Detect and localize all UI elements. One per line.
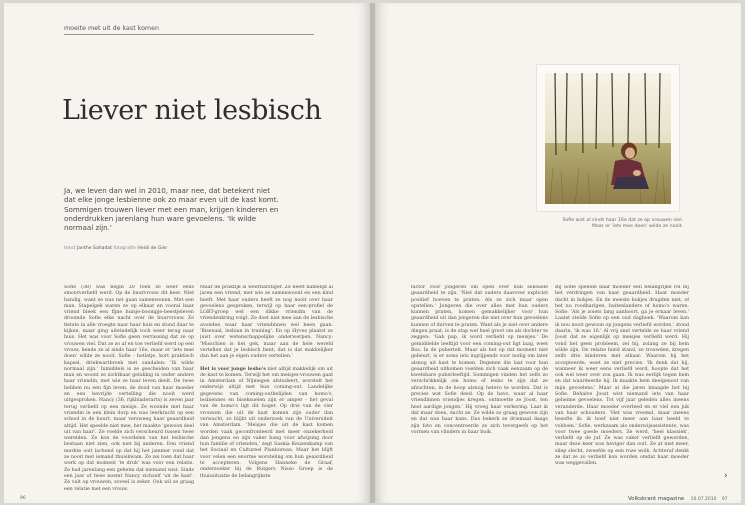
column-3-text: factor voor jongeren om open over hun seksuele geaardheid te zijn. 'Niet dat ouders daarover expliciet positief hoeven te praten. Als ze zich maar open opstellen.' Jongeren die over alles met hun ouders kunnen praten, komen gemakkelijker voor hun geaardheid uit dan jongeren die niet over hun gevoelens kunnen of durven te praten. Want als je niet over andere dingen praat, is de stap wel heel groot om als dochter te zeggen: 'Gab pap, ik word verliefd op meisjes.' De gemiddelde leeftijd voor een coming-out ligt laag, weet Bos. In de puberteit. Maar als het op dat moment niet gebeurt, is er soms iets ingrijpends voor nodig om later alsnog uit kast te komen. Degenen die laat voor hun geaardheid uitkomen voelden zich vaak eenzaam op de kwetsbare puberleeftijd. Sommigen vinden het zelfs zo verschrikkelijk om homo of lesbo te zijn dat ze afzuchten, in de hoop alsnog hetero te worden. Dat is precies wat Sofie deed. Op de havo, waar al haar vriendinnen vriendjes kregen, ontmoette ze Joost, ten heel aardige jongen.' Hij vroeg haar verkering. Laat ik dat maar doen, dacht ze. Ze wilde zo graag gewoon zijn en dat was haar kans. Dus bekerk ze driemaal daags zijn foto en concentreerde ze zich tevergeefs op het vormen van vlinders in haar buik. (411, 285, 548, 435)
section-kicker: moeite met uit de kast komen (64, 25, 159, 32)
body-column-2 (200, 285, 333, 492)
issue-date: 10.07.2010 (690, 497, 717, 502)
credit-photographer: Heidi de Gier (137, 246, 168, 251)
article-credits (64, 246, 167, 251)
column-2-subhead: Het is voor jonge lesbo's (200, 366, 266, 372)
magazine-name: Volkskrant magazine (628, 496, 685, 502)
right-page (375, 3, 741, 503)
credit-author: Janthe Sahadat (76, 246, 113, 251)
photo-frame (537, 65, 679, 211)
column-2-paragraph-2-text: niet altijd makkelijk om uit de kast te komen. Terwijl het om meisjes-vrouwen gaat in Amsterdam of Nijmegen afstudeert, worstelt het onderwijs altijd met hun coming-out. Landelijke gegevens van coming-outbelijden van homo's, lesbiennes en biseksuelen zijn er amper ‑ het geval van de homo's ligt dit hoger. Op drie van de vier vrouwen die uit de kast komen zijn ouder dan verwacht, zo blijkt uit onderzoek van de Universiteit van Amsterdam. 'Meisjes die uit de kast komen worden vaak geconfronteerd met meer onzekerheid dan jongens en zijn vaker bang voor afwijzing door hun familie of vrienden,' zegt Saskia Keuzenkamp van het Sociaal en Cultureel Planbureau. Maar het blijft voor velen een enorme worsteling om hun geaardheid te accepteren. Volgens Hanneke de Graaf, onderzoeker bij de Rutgers Nisso Groep is de thuissituatie de belangrijkste (200, 366, 333, 479)
left-page-number: 96 (20, 496, 26, 501)
credit-photo-label: fotografie (113, 246, 136, 251)
body-column-3 (411, 285, 548, 492)
column-2-paragraph-2 (200, 367, 333, 480)
woman-in-field-photo (545, 73, 671, 204)
next-page-arrow: › (724, 471, 728, 481)
left-page (4, 3, 370, 503)
footer-magazine (628, 496, 728, 502)
article-title: Liever niet lesbisch (62, 95, 322, 126)
kicker-rule (64, 34, 314, 35)
column-1-text: Sofie (38) was begin 20 toen ze weer eens smoorverliefd werd. Op de buurvrouw dit keer. Niet handig, want ze was net gaan samenwonen. Met een man. Stapelgek waren ze op elkaar en vooral haar vriend bleek een fijne huisje-boompje-beestjeleven droomde Sofie elke nacht over de buurvrouw. Ze fietste in alle vroegte naar haar huis en stond daar te kijken, maar ging uiteindelijk toch weer terug naar huis. Het was voor Sofie geen verrassing dat ze op vrouwen viel. Dat ze zo af en toe verliefd werd op een vrouw, kende ze al sinds haar 16e, maar er 'iets mee doen' wilde ze nooit. Sofie ‑ hetletje, kort praktisch kapsel, driekwartbroek met sandalen: 'Ik wilde normaal zijn.' Inmiddels is ze gescheiden van haar man en woont ze zichtbaar gelukkig in onder andere haar vriendin, met wie ze haar leven deelt. De twee hebben nu een fijn leven, de dood van haar moeder en een bevrijde vertelling die nooit werd uitgesproken. Nancy (36, rijkbladerarts) is zeven jaar terug verliefd op een meisje. Ze woonde met haar vriendin in een klein dorp en was leerkracht op een school in de buurt, maar verzweeg haar geaardheid altijd. Het speelde niet mee, het maakte 'gewoon deel uit van haar'. Ze voelde zich verscheurd tussen twee werelden. Ze kon de voordelen van het lesbische bestaan niet zien, ook niet bij anderen. Een vriend merkte ooit lachend op dat hij het jammer vond dat ze nooit met iemand thuiskwam. Ze zei toen dat haar werk op dat moment 'te druk' was voor een relatie. Ze had jarenlang een geheim dat niemand wist. Sinds een jaar of twee noemt Nancy zichzelf 'uit de kast'. Ze valt op vrouwen, zoveel is zeker. Ook wil ze graag een relatie met een vrouw. (64, 285, 194, 492)
credit-text-label: tekst (64, 246, 76, 251)
column-2-paragraph-1: Maar de praktijk is weerbarstiger. Ze heeft namelijk al jaren een vriend, met wie ze samenwoont en een kind heeft. Met haar ouders heeft ze nog nooit over haar gevoelens gesproken, terwijl op haar een-profiel de LGBT-groep wel een dikke vriendin van de vriendenkring volgt. Ze doet niet mee aan de lesbische avonden waar haar vriendinnen wel heen gaan. 'Bisexual, lesbian in training'. En op Hyves plaatst ze juist over wetenschappelijke onderwerpen. Nancy: 'Misschien is het gek, maar aan de hele wereld vertellen dat je lesbisch bent, dat is dat makkelijker dan het aan je eigen ouders vertellen.' (200, 285, 333, 360)
photo-caption: Sofie wist al sinds haar 16e dat ze op vrouwen viel. Maar er 'iets mee doen' wilde ze nooit. (562, 218, 683, 230)
article-lead: Ja, we leven dan wel in 2010, maar nee, dat betekent niet dat elke jonge lesbienne ook zo maar even uit de kast komt. Sommigen trouwen liever met een man, krijgen kinderen en onderdrukken jarenlang hun ware gevoelens. 'Ik wilde normaal zijn.' (64, 186, 279, 233)
body-column-1 (64, 285, 194, 492)
right-page-number: 97 (721, 497, 728, 502)
column-4-text: Bij Sofie speelde haar moeder een belangrijke rol bij het verdringen van haar geaardheid. Haar moeder dacht in hokjes. En de meeste hokjes drugden niet, of het nu roodharigen, buitenlanders of homo's waren. Sofie: 'Als je zoiets lang aanhoort, ga je ernaar leven.' Laatst stelde Sofie op een oud dagboek. 'Waarom kan ik nou nooit gewoon op jongens verliefd worden,' stond daarin, 'ik was 16.' Al vrij snel vertelde ze haar vriend Joost dat ze eigenlijk op meisjes verliefd werd. Hij vond het geen probleem, zei hij, zolang ze bij hem wilde zijn. De relatie hield stand, ze trouwden, kregen zelfs drie kinderen met elkaar. Waarom hij het accepteerde, weet ze niet precies. 'Ik denk dat hij, wanneer ik weer eens verliefd werd, hoopte dat het ook wel weer over zou gaan. Ik was eerlijk tegen hem en dat waardeerde hij. Ik maakte hem deelgenoot van mijn gevoelens.' Maar al die jaren knaagde het bij Sofie. Behalve Joost wist niemand iets van haar geheime gevoelens. Tot vijf jaar geleden alles ineens veranderde. Haar moeder overleed en er viel een juk van haar schouders. 'Het was vreemd, maar ineens besefte ik: ik hoef niet meer aan haar beeld te voldoen.' Sofie, werkzaam als onderwijsassistente, was voor twee goede moeders. Ze werd, 'heel klassiek', verliefd op de juf. Ze was vaker verliefd geworden, maar deze keer was heviger dan ooit. Ze at niet meer, sliep slecht, zweefde op een roze wolk. Achteraf denkt ze dat ze zo verliefd kon worden omdat haar moeder was weggevallen. (555, 285, 689, 467)
body-column-4 (555, 285, 689, 492)
